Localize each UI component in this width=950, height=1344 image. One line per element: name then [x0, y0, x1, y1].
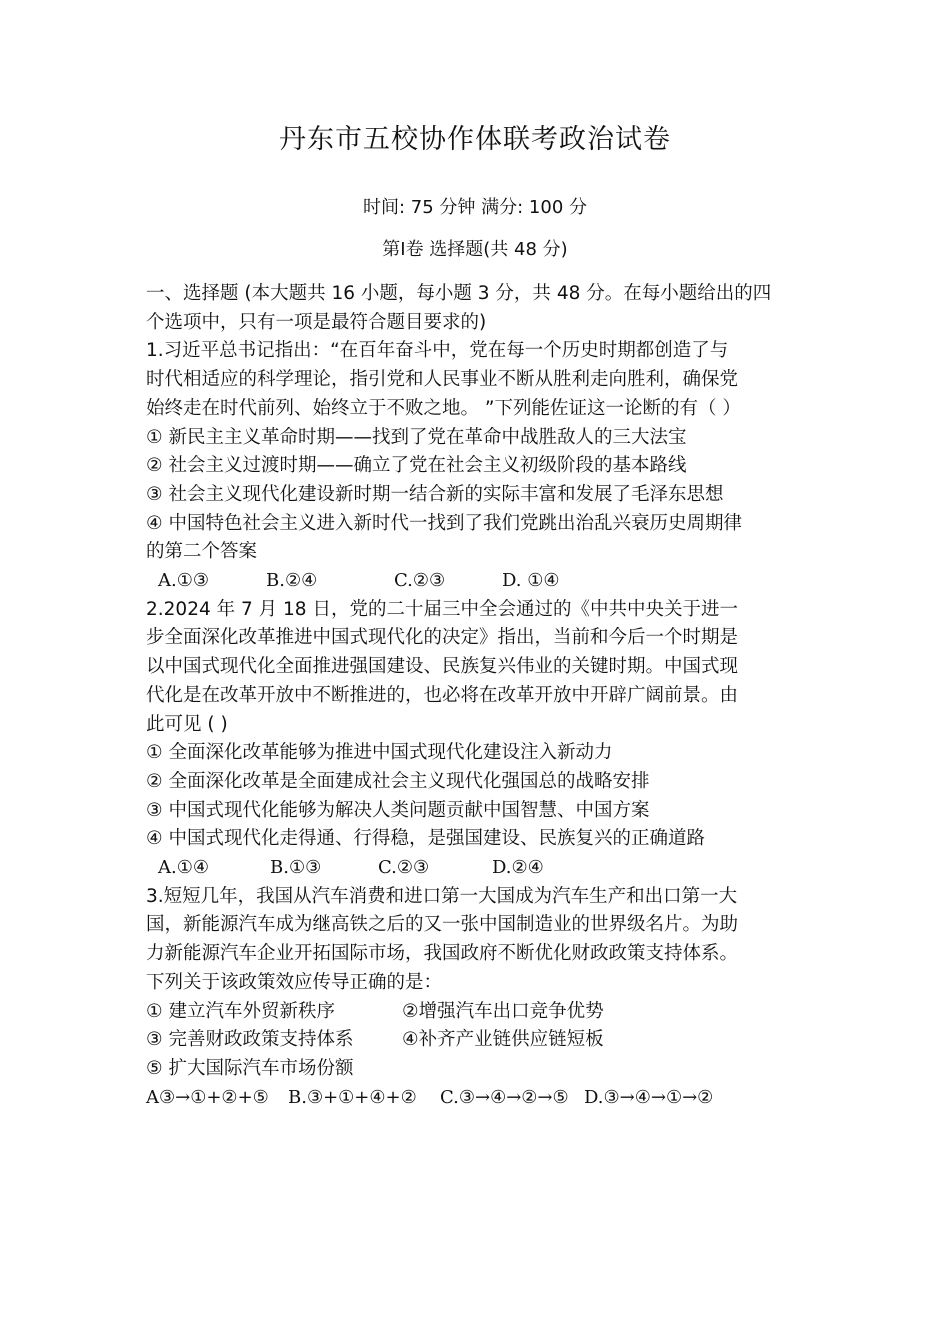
- question-item-row: [146, 998, 816, 1027]
- question-stem-line: 始终走在时代前列、始终立于不败之地。 ”下列能佐证这一论断的有（ ）: [146, 397, 741, 419]
- question-stem-line: 步全面深化改革推进中国式现代化的决定》指出，当前和今后一个时期是: [146, 627, 739, 649]
- question-item: ④ 中国式现代化走得通、行得稳，是强国建设、民族复兴的正确道路: [146, 828, 705, 850]
- option-d: D.②④: [492, 857, 544, 879]
- option-d: D.③→④→①→②: [584, 1086, 714, 1108]
- option-b: B.①③: [270, 857, 322, 879]
- option-b: B.③+①+④+②: [288, 1086, 417, 1108]
- question-item: ④ 中国特色社会主义进入新时代一找到了我们党跳出治乱兴衰历史周期律: [146, 512, 742, 534]
- option-b: B.②④: [266, 570, 318, 592]
- question-item: 的第二个答案: [146, 541, 258, 563]
- question-stem-line: 2.2024 年 7 月 18 日，党的二十届三中全会通过的《中共中央关于进一: [146, 598, 738, 620]
- option-c: C.②③: [394, 570, 446, 592]
- question-item: ② 社会主义过渡时期——确立了党在社会主义初级阶段的基本路线: [146, 455, 687, 477]
- question-item: ① 全面深化改革能够为推进中国式现代化建设注入新动力: [146, 742, 613, 764]
- option-c: C.②③: [378, 857, 430, 879]
- option-a: A.①④: [158, 857, 209, 879]
- option-a: A③→①+②+⑤: [146, 1086, 269, 1108]
- option-a: A.①③: [158, 570, 209, 592]
- question-stem-line: 3.短短几年，我国从汽车消费和进口第一大国成为汽车生产和出口第一大: [146, 885, 738, 907]
- exam-time-score: 时间: 75 分钟 满分: 100 分: [363, 197, 587, 218]
- question-item: ③ 完善财政政策支持体系: [146, 1029, 354, 1051]
- question-item: ③ 中国式现代化能够为解决人类问题贡献中国智慧、中国方案: [146, 799, 650, 821]
- question-item-row: [146, 1026, 816, 1055]
- page-title: 丹东市五校协作体联考政治试卷: [279, 124, 671, 155]
- question-item: ②增强汽车出口竞争优势: [402, 1000, 604, 1022]
- question-item: ② 全面深化改革是全面建成社会主义现代化强国总的战略安排: [146, 770, 650, 792]
- option-c: C.③→④→②→⑤: [440, 1086, 569, 1108]
- question-stem-line: 代化是在改革开放中不断推进的，也必将在改革开放中开辟广阔前景。由: [146, 684, 739, 706]
- question-stem-line: 力新能源汽车企业开拓国际市场，我国政府不断优化财政政策支持体系。: [146, 943, 739, 965]
- question-stem-line: 国，新能源汽车成为继高铁之后的又一张中国制造业的世界级名片。为助: [146, 914, 739, 936]
- volume-heading: 第Ⅰ卷 选择题(共 48 分): [382, 239, 568, 260]
- question-stem-line: 此可见 ( ): [146, 713, 228, 735]
- option-d: D. ①④: [502, 570, 560, 592]
- section-instruction-line: 个选项中，只有一项是最符合题目要求的): [146, 311, 487, 333]
- question-item: ⑤ 扩大国际汽车市场份额: [146, 1057, 354, 1079]
- answer-options: [146, 854, 816, 883]
- question-item: ④补齐产业链供应链短板: [402, 1029, 604, 1051]
- question-stem-line: 下列关于该政策效应传导正确的是：: [146, 971, 443, 993]
- answer-options: [146, 1084, 816, 1113]
- answer-options: [146, 567, 816, 596]
- question-item-row: [146, 1055, 816, 1084]
- question-item: ① 新民主主义革命时期——找到了党在革命中战胜敌人的三大法宝: [146, 426, 687, 448]
- question-item: ① 建立汽车外贸新秩序: [146, 1000, 335, 1022]
- section-instruction-line: 一、选择题 (本大题共 16 小题，每小题 3 分，共 48 分。在每小题给出的四: [146, 283, 772, 304]
- question-item: ③ 社会主义现代化建设新时期一结合新的实际丰富和发展了毛泽东思想: [146, 483, 724, 505]
- question-stem-line: 时代相适应的科学理论，指引党和人民事业不断从胜利走向胜利，确保党: [146, 369, 739, 391]
- exam-content: [146, 280, 816, 1112]
- question-stem-line: 以中国式现代化全面推进强国建设、民族复兴伟业的关键时期。中国式现: [146, 656, 739, 678]
- question-stem-line: 1.习近平总书记指出：“在百年奋斗中，党在每一个历史时期都创造了与: [146, 340, 729, 362]
